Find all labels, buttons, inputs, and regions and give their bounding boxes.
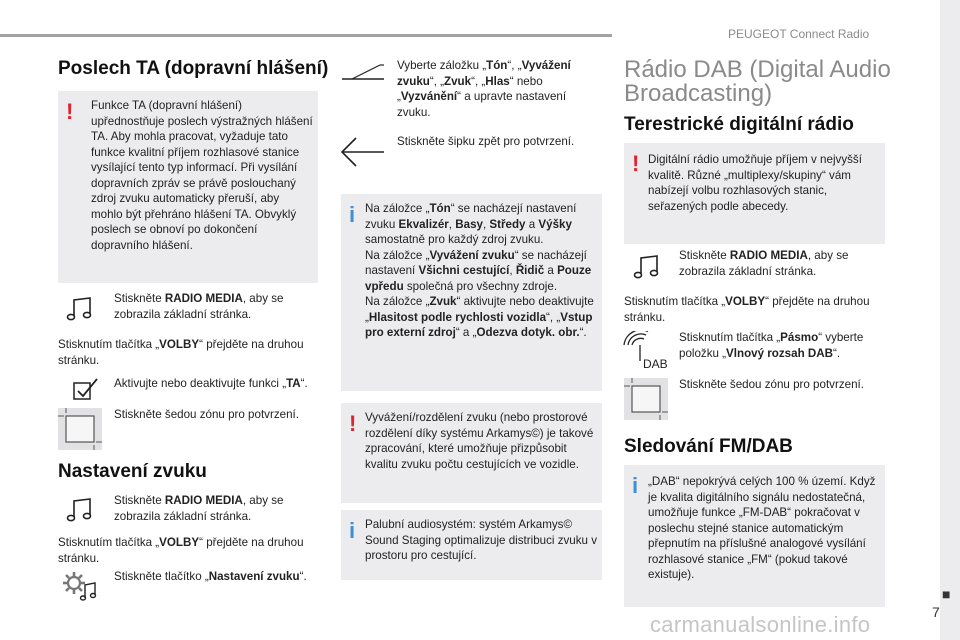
slider-icon (340, 62, 386, 84)
info-box-fm-dab (624, 465, 885, 607)
music-note-icon (65, 294, 95, 324)
dab-step-band: Stisknutím tlačítka „Pásmo“ vyberte položku „Vlnový rozsah DAB“. (679, 331, 864, 360)
sound-tabs-step: Vyberte záložku „Tón“, „Vyvážení zvuku“, „Zvuk“, „Hlas“ nebo „Vyzvánění“ a upravte nastavení zvuku. (397, 59, 571, 119)
ta-step-volby: Stisknutím tlačítka „VOLBY“ přejděte na druhou stránku. (58, 338, 304, 367)
watermark: carmanualsonline.info (650, 612, 871, 637)
sound-step-volby: Stisknutím tlačítka „VOLBY“ přejděte na druhou stránku. (58, 536, 304, 565)
page-header-title: PEUGEOT Connect Radio (728, 27, 870, 41)
back-arrow-step: Stiskněte šipku zpět pro potvrzení. (397, 135, 575, 148)
header-bar (0, 34, 612, 37)
info-text-fm-dab: „DAB“ nepokrývá celých 100 % území. Když je kvalita digitálního signálu nedostatečná, umožňuje funkce „FM-DAB“ pokračovat v poslechu stejné stanice automatickým přepnutím na příslušné analogové vysílání rozhlasové stanice „FM“ (pokud takové existuje). (648, 475, 876, 581)
grey-zone-icon (624, 378, 668, 420)
warning-box-balance (341, 403, 602, 503)
sound-step-radio-media: Stiskněte RADIO MEDIA, aby se zobrazila základní stránka. (114, 494, 284, 523)
warning-icon: ! (349, 411, 357, 436)
warning-box-dab (624, 143, 885, 244)
section-title-dab: Rádio DAB (Digital Audio Broadcasting) (624, 56, 891, 107)
warning-icon: ! (632, 151, 640, 176)
music-note-icon (65, 495, 95, 525)
section-title-sound: Nastavení zvuku (58, 461, 207, 482)
grey-zone-icon (58, 408, 102, 450)
warning-text-balance: Vyvážení/rozdělení zvuku (nebo prostorové rozdělení díky systému Arkamys©) je takové zpracování, které umožňuje přizpůsobit kvalitu zvuku počtu cestujících ve vozidle. (365, 411, 594, 471)
page-number: 7 (932, 604, 940, 620)
dab-step-confirm: Stiskněte šedou zónu pro potvrzení. (679, 378, 864, 391)
info-text-tabs: Na záložce „Tón“ se nacházejí nastavení zvuku Ekvalizér, Basy, Středy a Výšky samostatně pro každý zdroj zvuku. Na záložce „Vyvážení zvuku“ se nacházejí nastavení Všichni cestující, Řidič a Pouze vpředu společná pro všechny zdroje. Na záložce „Zvuk“ aktivujte nebo deaktivujte „Hlasitost podle rychlosti vozidla“, „Vstup pro externí zdroj“ a „Odezva dotyk. obr.“. (365, 202, 594, 339)
back-arrow-icon (340, 136, 386, 168)
checkbox-icon (72, 377, 100, 401)
ta-step-confirm: Stiskněte šedou zónu pro potvrzení. (114, 408, 299, 421)
info-icon: i (349, 518, 356, 543)
dab-radio-icon (622, 331, 670, 371)
warning-box-ta (58, 91, 318, 283)
warning-icon: ! (66, 99, 74, 124)
ta-step-radio-media: Stiskněte RADIO MEDIA, aby se zobrazila základní stránka. (114, 292, 284, 321)
dab-step-radio-media: Stiskněte RADIO MEDIA, aby se zobrazila základní stránka. (679, 249, 849, 278)
warning-text: Funkce TA (dopravní hlášení) upřednostňuje poslech výstražných hlášení TA. Aby mohla pracovat, vyžaduje tato funkce kvalitní příjem rozhlasové stanice vysílající tento typ informací. Při vysílání dopravních zpráv se právě poslouchaný zdroj zvuku automaticky přeruší, aby mohlo být přehráno hlášení TA. Obvyklý poslech se obnoví po dokončení dopravního hlášení. (91, 99, 313, 252)
ta-step-toggle: Aktivujte nebo deaktivujte funkci „TA“. (114, 377, 308, 390)
info-box-arkamys (341, 510, 602, 580)
section-title-ta: Poslech TA (dopravní hlášení) (58, 58, 329, 79)
sound-step-settings: Stiskněte tlačítko „Nastavení zvuku“. (114, 570, 307, 583)
info-text-arkamys: Palubní audiosystém: systém Arkamys© Sound Staging optimalizuje distribuci zvuku v prostoru pro cestující. (365, 518, 597, 562)
info-icon: i (349, 202, 356, 227)
warning-text-dab: Digitální rádio umožňuje příjem v nejvyšší kvalitě. Různé „multiplexy/skupiny“ vám nabízejí volbu rozhlasových stanic, seřazených podle abecedy. (648, 153, 862, 213)
info-icon: i (632, 473, 639, 498)
section-bullet: ■ (942, 586, 951, 602)
section-subtitle-terrestrial: Terestrické digitální rádio (624, 114, 854, 135)
dab-step-volby: Stisknutím tlačítka „VOLBY“ přejděte na druhou stránku. (624, 295, 870, 324)
side-strip (940, 0, 960, 640)
dab-icon-label: DAB (643, 357, 668, 371)
gear-music-icon (62, 570, 98, 602)
music-note-icon (632, 252, 662, 282)
info-box-tabs (341, 194, 602, 391)
section-title-fm-dab: Sledování FM/DAB (624, 436, 793, 457)
